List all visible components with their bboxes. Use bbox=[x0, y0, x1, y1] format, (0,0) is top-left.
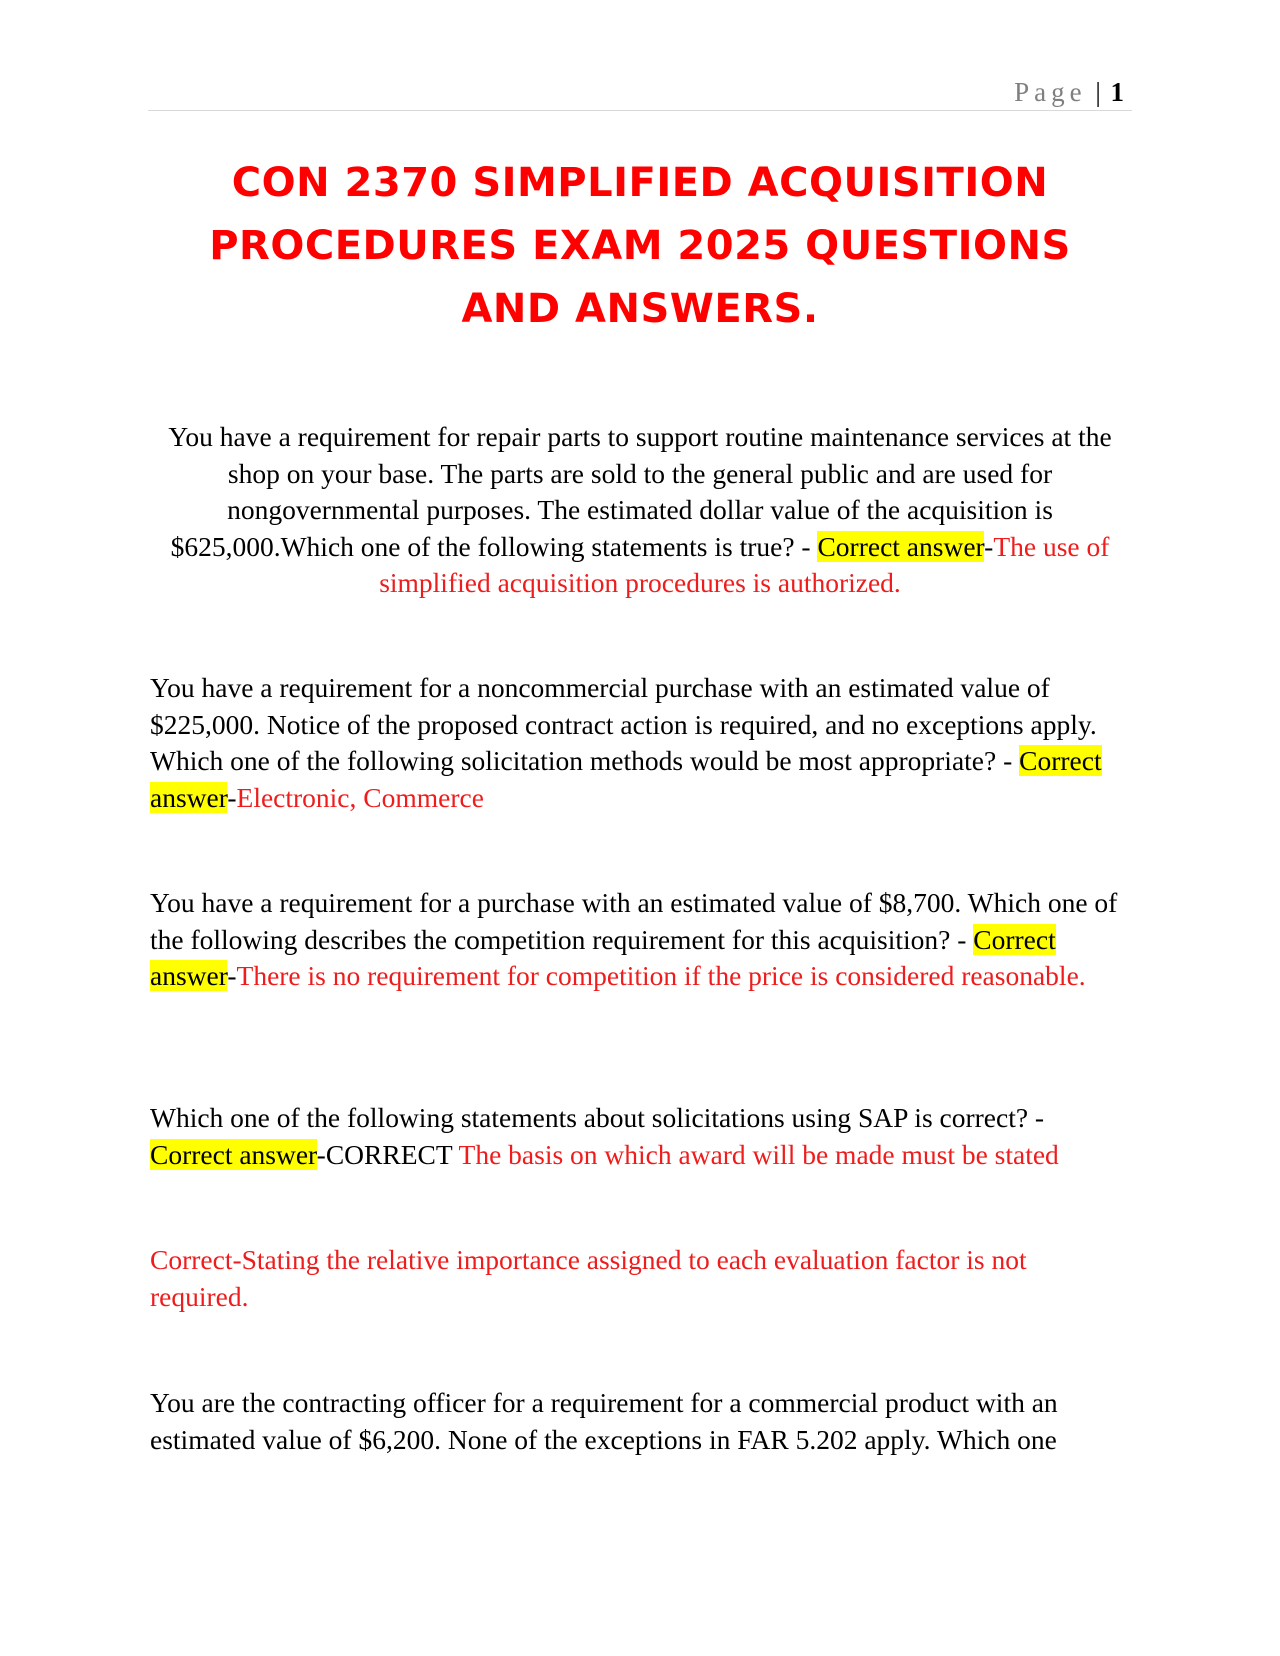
page-header bbox=[148, 70, 1132, 111]
answer-text: The basis on which award will be made must be stated bbox=[458, 1138, 1059, 1170]
correct-answer-marker: Correct answer bbox=[817, 530, 985, 562]
answer-text: The use of simplified acquisition procedures is authorized. bbox=[379, 530, 1110, 598]
page-separator: | bbox=[1095, 77, 1101, 107]
extra-answer: Correct-Stating the relative importance assigned to each evaluation factor is not required. bbox=[150, 1244, 1027, 1312]
document-title bbox=[150, 152, 1130, 341]
question-text: You have a requirement for a purchase with an estimated value of $8,700. Which one of the following describes the competition requirement for this acquisition? - bbox=[150, 887, 1118, 955]
title-line-3: AND ANSWERS. bbox=[461, 286, 819, 332]
qa-item bbox=[148, 419, 1132, 602]
correct-answer-marker: Correct answer bbox=[150, 1138, 317, 1170]
answer-dash: -CORRECT bbox=[316, 1138, 459, 1170]
correct-answer-marker: Correct answer bbox=[150, 745, 1102, 813]
page-number bbox=[1014, 76, 1124, 108]
question-text: You are the contracting officer for a requirement for a commercial product with an estimated value of $6,200. None of the exceptions in FAR 5.202 apply. Which one bbox=[150, 1387, 1058, 1455]
question-text: Which one of the following statements about solicitations using SAP is correct? - bbox=[150, 1102, 1045, 1133]
qa-item bbox=[150, 1100, 1126, 1173]
answer-text: There is no requirement for competition if the price is considered reasonable. bbox=[236, 960, 1086, 991]
answer-dash: - bbox=[227, 960, 237, 991]
page-number-value: 1 bbox=[1110, 77, 1124, 107]
answer-text: Electronic, Commerce bbox=[236, 781, 484, 813]
question-text: You have a requirement for a noncommercial purchase with an estimated value of $225,000. Notice of the proposed contract action is required, and no exceptions apply. Which one of the following solicitation methods would be most appropriate? - bbox=[150, 672, 1097, 776]
title-line-1: CON 2370 SIMPLIFIED ACQUISITION bbox=[231, 160, 1049, 206]
question-text: You have a requirement for repair parts to support routine maintenance services at the shop on your base. The parts are sold to the general public and are used for nongovernmental purposes. The estimated dollar value of the acquisition is $625,000.Which one of the following statements is true? - bbox=[168, 421, 1112, 562]
correct-answer-marker: Correct answer bbox=[150, 923, 1056, 991]
answer-dash: - bbox=[984, 530, 994, 562]
qa-item bbox=[150, 670, 1126, 816]
answer-dash: - bbox=[227, 781, 237, 813]
title-line-2: PROCEDURES EXAM 2025 QUESTIONS bbox=[209, 223, 1071, 269]
qa-item bbox=[150, 885, 1126, 995]
page-label: Page bbox=[1014, 77, 1087, 107]
